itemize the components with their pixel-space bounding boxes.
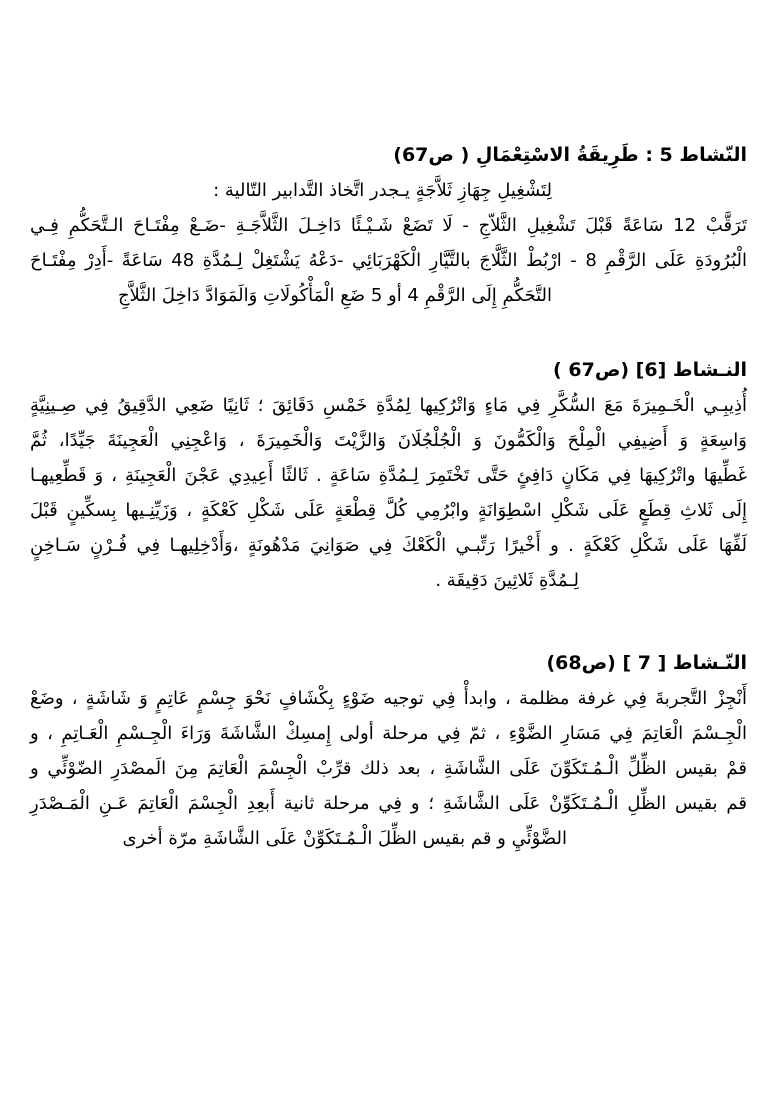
paragraph-line: تَرَقَّبْ 12 سَاعَةً قَبْلَ تَشْغِيلِ الثَّلاّجِ - لَا تَضَعْ شَـيْـئًا دَاخِـلَ الثَّلاَّجَـةِ -ضَـعْ مِفْتَـاحَ الـتَّحَكُّمِ فِـي xyxy=(30,215,747,236)
section-activity-6 xyxy=(30,353,747,598)
paragraph-line: لِـمُدَّةِ ثَلاثِينَ دَقِيقَة . xyxy=(435,570,579,591)
paragraph-line: وَاسِعَةٍ وَ أَضِيفِي الْمِلْحَ وَالْكَمُّونَ وَ الْجُلْجُلَانَ وَالزَّيْتَ وَالْخَمِيرَةَ ، وَاعْجِنِي الْعَجِينَةَ جَيِّدًا، ثُمَّ xyxy=(30,430,747,451)
paragraph-line: التَّحَكُّمِ إِلَى الرَّقْمِ 4 أو 5 ضَعِ الْمَأْكُولَاتِ وَالَمَوَادَّ دَاخِلَ الثَّلاَّجِ xyxy=(117,285,552,306)
section-heading-activity-7: النّـشاط [ 7 ] (ص68) xyxy=(546,652,747,674)
paragraph-line: أُذِيبِـي الْخَـمِيرَةَ مَعَ السُّكَّرِ فِي مَاءٍ وَاتْرُكِيها لِمُدَّةِ خَمْسِ دَقَائِقَ ؛ ثَانِيًا ضَعِي الدَّقِيقُ فِي صِـينِيَّةٍ xyxy=(30,395,747,416)
section-intro-line: لِتَشْغِيلِ جِهَازِ ثَلاَّجَةٍ يـجدر اتَّخاذ التَّدابير التّالية : xyxy=(213,180,552,201)
paragraph-line: إِلَى ثَلاثِ قِطَعٍ عَلَى شَكْلِ اسْطِوَانَةٍ وابْرُمِي كُلَّ قِطْعَةٍ عَلَى شَكْلِ كَعْكَةٍ ، وَزَيِّنِـيها بِسكِّينٍ قَبْلَ xyxy=(30,500,747,521)
paragraph-line: غَطِّيهَا واتْرُكِيهَا فِي مَكَانٍ دَافِئٍ حَتَّى تَخْتَمِرَ لِـمُدَّةِ سَاعَةٍ . ثَالثًا أَعِيدِي عَجْنَ الْعَجِينَةِ ، وَ قَطِّعِيهـا xyxy=(30,465,747,486)
paragraph-line: الْجِـسْمَ الْعَاتِمَ فِي مَسَارِ الضَّوْءِ ، ثمّ فِي مرحلة أولى إِمسِكْ الشَّاشَةَ وَرَاءَ الْجِـسْمِ الْعَـاتِمِ ، و xyxy=(30,723,747,744)
paragraph-line: الْبُرُودَةِ عَلَى الرَّقْمِ 8 - ارْبُطْ الثَّلَّاجَ بالتَّيَّارِ الْكَهْرَبَائِي -دَعْهُ يَشْتَغِلْ لِـمُدَّةِ 48 سَاعَةً -أَدِرْ مِفْتَـاحَ xyxy=(30,250,747,271)
paragraph-line: قم بقيس الظِّلِ الْـمُـتَكَوِّنْ عَلَى الشَّاشَةِ ؛ و فِي مرحلة ثانية أَبعِدِ الْجِسْمَ الْعَاتِمَ عَـنِ الْمَـصْدَرِ xyxy=(30,793,747,814)
paragraph-line: لَفِّهَا عَلَى شَكْلِ كَعْكَةٍ . و أَخْيرًا رَتِّبـي الْكَعْكَ فِي صَوَانِيَ مَدْهُونَةٍ ،وَأَدْخِلِيهـا فِي فُـرْنٍ سَـاخِنٍ xyxy=(30,535,747,556)
section-heading-activity-5: النّشاط 5 : طَرِيقَةُ الاسْتِعْمَالِ ( ص67) xyxy=(393,144,747,166)
section-heading-activity-6: النـشاط [6] (ص67 ) xyxy=(553,359,747,381)
paragraph-line: الضَّوْئِّيِ و قم بقيس الظِّلَ الْـمُـتَكَوِّنْ عَلَى الشَّاشَةِ مرّة أخرى xyxy=(122,828,567,849)
paragraph-line: قمْ بقيس الظِّلِّ الْـمُـتَكَوِّنَ عَلَى الشَّاشَةِ ، بعد ذلك قرِّبْ الْجِسْمَ الْعَاتِمَ مِنَ الَمصْدَرِ الضّوْئِّي و xyxy=(30,758,747,779)
paragraph-line: أَنْجِزْ التَّجربةَ فِي غرفة مظلمة ، وابدأْ فِي توجيه ضَوْءٍ بِكْشَافٍ نَحْوَ جِسْمٍ عَاتِمٍ وَ شَاشَةٍ ، وضَعْ xyxy=(30,688,747,709)
section-activity-5 xyxy=(30,138,747,313)
section-activity-7 xyxy=(30,646,747,856)
